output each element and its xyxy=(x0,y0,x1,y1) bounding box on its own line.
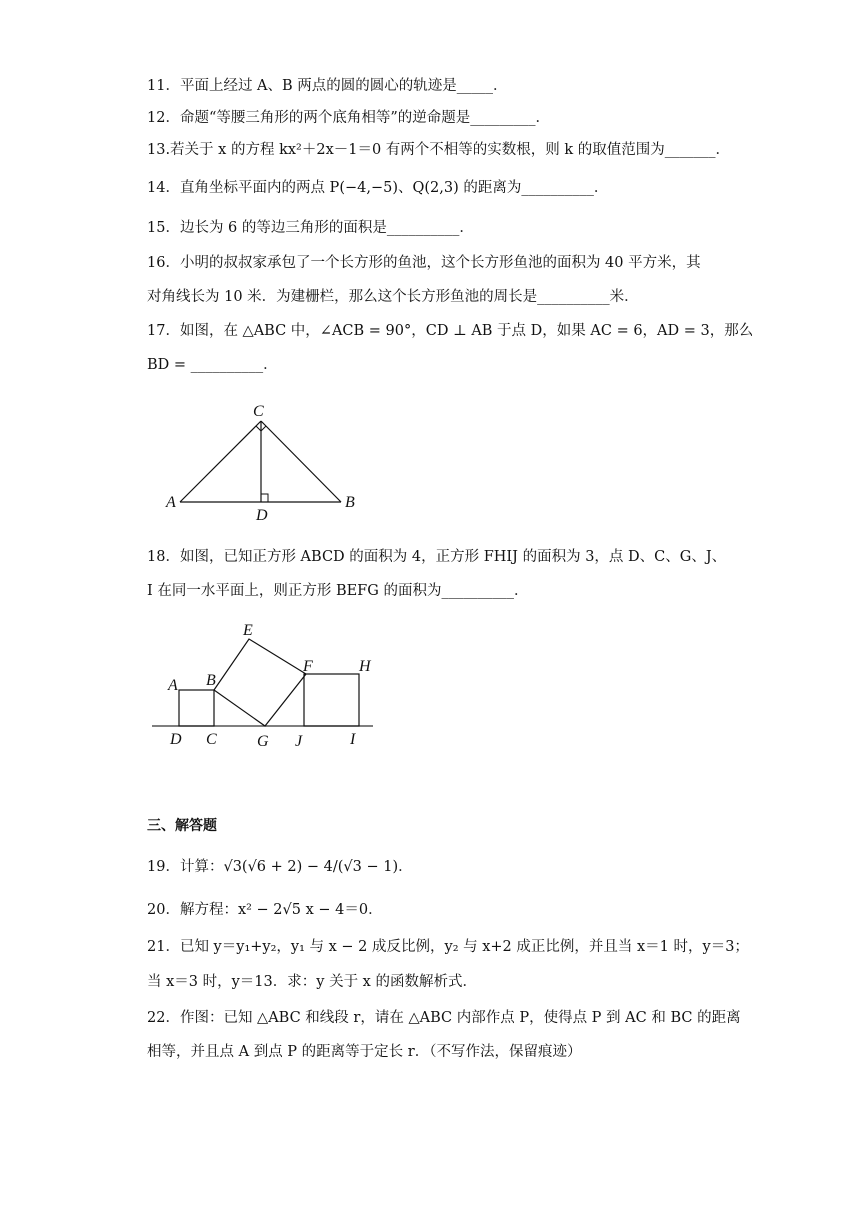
question-14: 14．直角坐标平面内的两点 P(−4,−5)、Q(2,3) 的距离为__________． xyxy=(147,180,609,196)
question-18-line1: 18．如图，已知正方形 ABCD 的面积为 4，正方形 FHIJ 的面积为 3，点 D、C、G、J、 xyxy=(147,549,727,565)
figure-18-label-G: G xyxy=(257,733,269,750)
figure-18-label-B: B xyxy=(206,672,216,689)
figure-17-triangle xyxy=(160,398,370,528)
figure-18-label-C: C xyxy=(206,731,217,748)
question-19: 19．计算：√3(√6 + 2) − 4/(√3 − 1)． xyxy=(147,859,413,875)
section-3-title: 三、解答题 xyxy=(147,818,217,834)
figure-18-squares xyxy=(148,618,388,753)
question-17-line1: 17．如图，在 △ABC 中，∠ACB = 90°，CD ⊥ AB 于点 D，如果 AC = 6，AD = 3，那么 xyxy=(147,323,754,339)
question-11: 11．平面上经过 A、B 两点的圆的圆心的轨迹是_____． xyxy=(147,78,508,94)
question-21-line1: 21．已知 y＝y₁+y₂，y₁ 与 x − 2 成反比例，y₂ 与 x+2 成正比例，并且当 x＝1 时，y＝3； xyxy=(147,939,749,955)
question-22-line2: 相等，并且点 A 到点 P 的距离等于定长 r．（不写作法，保留痕迹） xyxy=(147,1044,582,1060)
figure-18-label-E: E xyxy=(243,622,253,639)
figure-17-label-C: C xyxy=(253,403,264,420)
figure-18-label-H: H xyxy=(359,658,371,675)
figure-17-label-A: A xyxy=(166,494,176,511)
question-12: 12．命题“等腰三角形的两个底角相等”的逆命题是_________． xyxy=(147,110,551,126)
question-16-line2: 对角线长为 10 米．为建栅栏，那么这个长方形鱼池的周长是__________米． xyxy=(147,289,639,305)
question-21-line2: 当 x＝3 时，y＝13．求：y 关于 x 的函数解析式． xyxy=(147,974,477,990)
figure-18-label-J: J xyxy=(295,733,303,750)
figure-18-label-F: F xyxy=(303,658,313,675)
question-15: 15．边长为 6 的等边三角形的面积是__________． xyxy=(147,220,474,236)
question-22-line1: 22．作图：已知 △ABC 和线段 r，请在 △ABC 内部作点 P，使得点 P 到 AC 和 BC 的距离 xyxy=(147,1010,741,1026)
figure-18-label-I: I xyxy=(350,731,356,748)
figure-18-label-D: D xyxy=(170,731,182,748)
figure-17-label-D: D xyxy=(256,507,268,524)
question-16-line1: 16．小明的叔叔家承包了一个长方形的鱼池，这个长方形鱼池的面积为 40 平方米，其 xyxy=(147,255,701,271)
question-20: 20．解方程：x² − 2√5 x − 4＝0． xyxy=(147,902,383,918)
question-18-line2: I 在同一水平面上，则正方形 BEFG 的面积为__________． xyxy=(147,583,529,599)
question-17-line2: BD = __________． xyxy=(147,357,278,373)
figure-17-label-B: B xyxy=(345,494,355,511)
question-13: 13.若关于 x 的方程 kx²＋2x－1＝0 有两个不相等的实数根，则 k 的取值范围为_______． xyxy=(147,142,731,158)
figure-18-label-A: A xyxy=(168,677,178,694)
